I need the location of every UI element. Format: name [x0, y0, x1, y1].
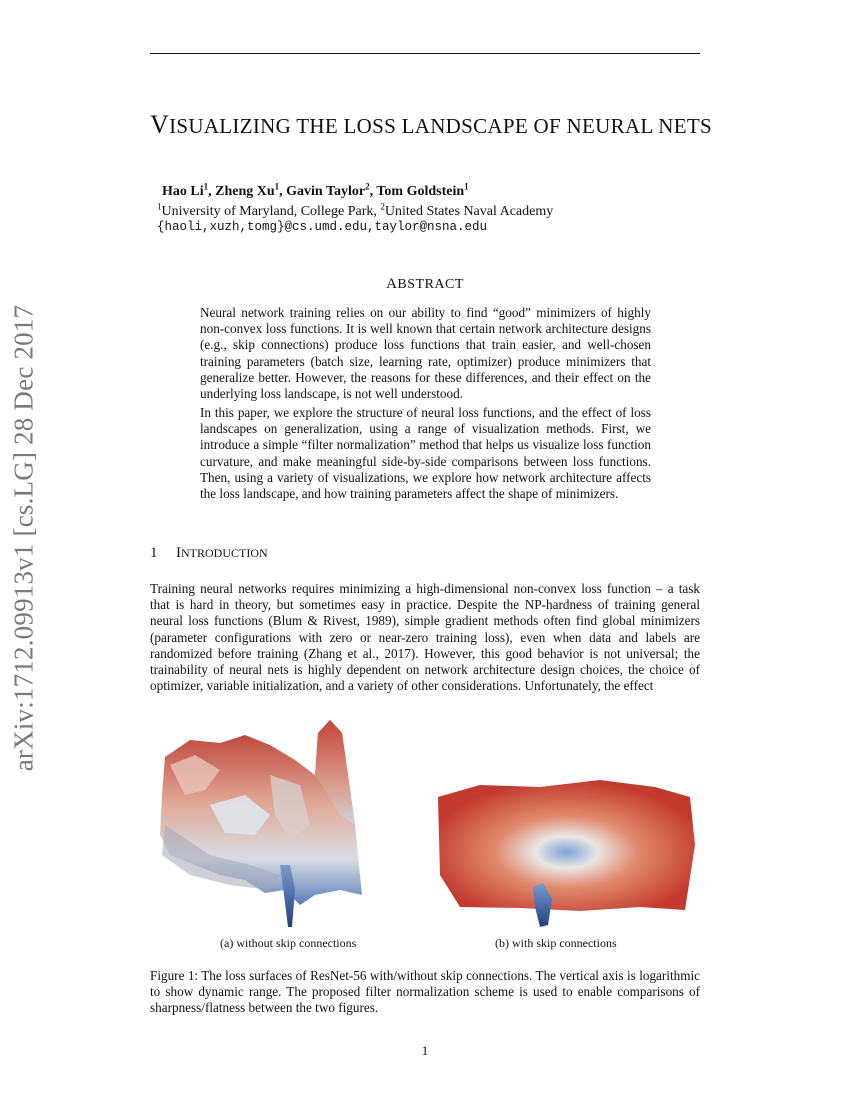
abstract-heading-rest: BSTRACT — [397, 277, 464, 292]
author-emails: {haoli,xuzh,tomg}@cs.umd.edu,taylor@nsna.edu — [157, 220, 488, 234]
author-name: Tom Goldstein — [376, 184, 465, 199]
section-number: 1 — [150, 545, 158, 561]
affil-mark: 2 — [380, 201, 385, 212]
author-list — [162, 181, 469, 200]
affil-usna: United States Naval Academy — [384, 204, 554, 219]
paper-title — [150, 110, 712, 140]
abstract-heading-first: A — [386, 276, 398, 292]
author-affil-mark: 2 — [365, 181, 370, 192]
abstract-paragraph-1: Neural network training relies on our ability to find “good” minimizers of highly non-convex loss functions. It is well known that certain network architecture designs (e.g., skip connections) produce loss functions that train easier, and well-chosen training parameters (batch size, learning rate, optimizer) produce minimizers that generalize better. However, the reasons for these differences, and their effect on the underlying loss landscape, is not well understood. — [200, 305, 651, 402]
author-sep: , — [369, 184, 377, 199]
section-heading-rest: NTRODUCTION — [181, 546, 268, 560]
author-name: Gavin Taylor — [286, 184, 366, 199]
title-rest: ISUALIZING THE LOSS LANDSCAPE OF NEURAL NETS — [169, 114, 712, 138]
surface-without-skip — [160, 720, 362, 927]
title-first-letter: V — [150, 110, 170, 139]
subfigure-caption-a: (a) without skip connections — [220, 936, 357, 950]
author-affil-mark: 1 — [464, 181, 469, 192]
top-rule — [150, 53, 700, 54]
affiliations — [157, 201, 554, 220]
loss-surface-figure — [150, 715, 700, 940]
affil-umd: University of Maryland, College Park, — [161, 204, 381, 219]
section-heading-first: I — [176, 545, 181, 561]
section-heading-introduction — [150, 545, 268, 562]
introduction-paragraph: Training neural networks requires minimizing a high-dimensional non-convex loss function – a task that is hard in theory, but sometimes easy in practice. Despite the NP-hardness of training general neural loss functions (Blum & Rivest, 1989), simple gradient methods often find global minimizers (parameter configurations with zero or near-zero training loss), even when data and labels are randomized before training (Zhang et al., 2017). However, this good behavior is not universal; the trainability of neural nets is highly dependent on network architecture design choices, the choice of optimizer, variable initialization, and a variety of other considerations. Unfortunately, the effect — [150, 581, 700, 694]
author-sep: , — [279, 184, 287, 199]
author-affil-mark: 1 — [203, 181, 209, 192]
author-name: Hao Li — [162, 184, 204, 199]
affil-mark: 1 — [157, 201, 162, 212]
abstract-heading — [150, 276, 700, 293]
figure-caption: Figure 1: The loss surfaces of ResNet-56 with/without skip connections. The vertical axis is logarithmic to show dynamic range. The proposed filter normalization scheme is used to enable comparisons of sharpness/flatness between the two figures. — [150, 968, 700, 1016]
page-number: 1 — [421, 1043, 429, 1058]
abstract-paragraph-2: In this paper, we explore the structure of neural loss functions, and the effect of loss landscapes on generalization, using a range of visualization methods. First, we introduce a simple “filter normalization” method that helps us visualize loss function curvature, and make meaningful side-by-side comparisons between loss functions. Then, using a variety of visualizations, we explore how network architecture affects the loss landscape, and how training parameters affect the shape of minimizers. — [200, 405, 651, 502]
author-affil-mark: 1 — [274, 181, 280, 192]
surface-with-skip — [438, 780, 695, 927]
author-name: Zheng Xu — [215, 184, 275, 199]
arxiv-sidebar — [4, 290, 44, 785]
arxiv-identifier: arXiv:1712.09913v1 [cs.LG] 28 Dec 2017 — [8, 304, 39, 771]
author-sep: , — [208, 184, 216, 199]
subfigure-caption-b: (b) with skip connections — [495, 936, 617, 950]
